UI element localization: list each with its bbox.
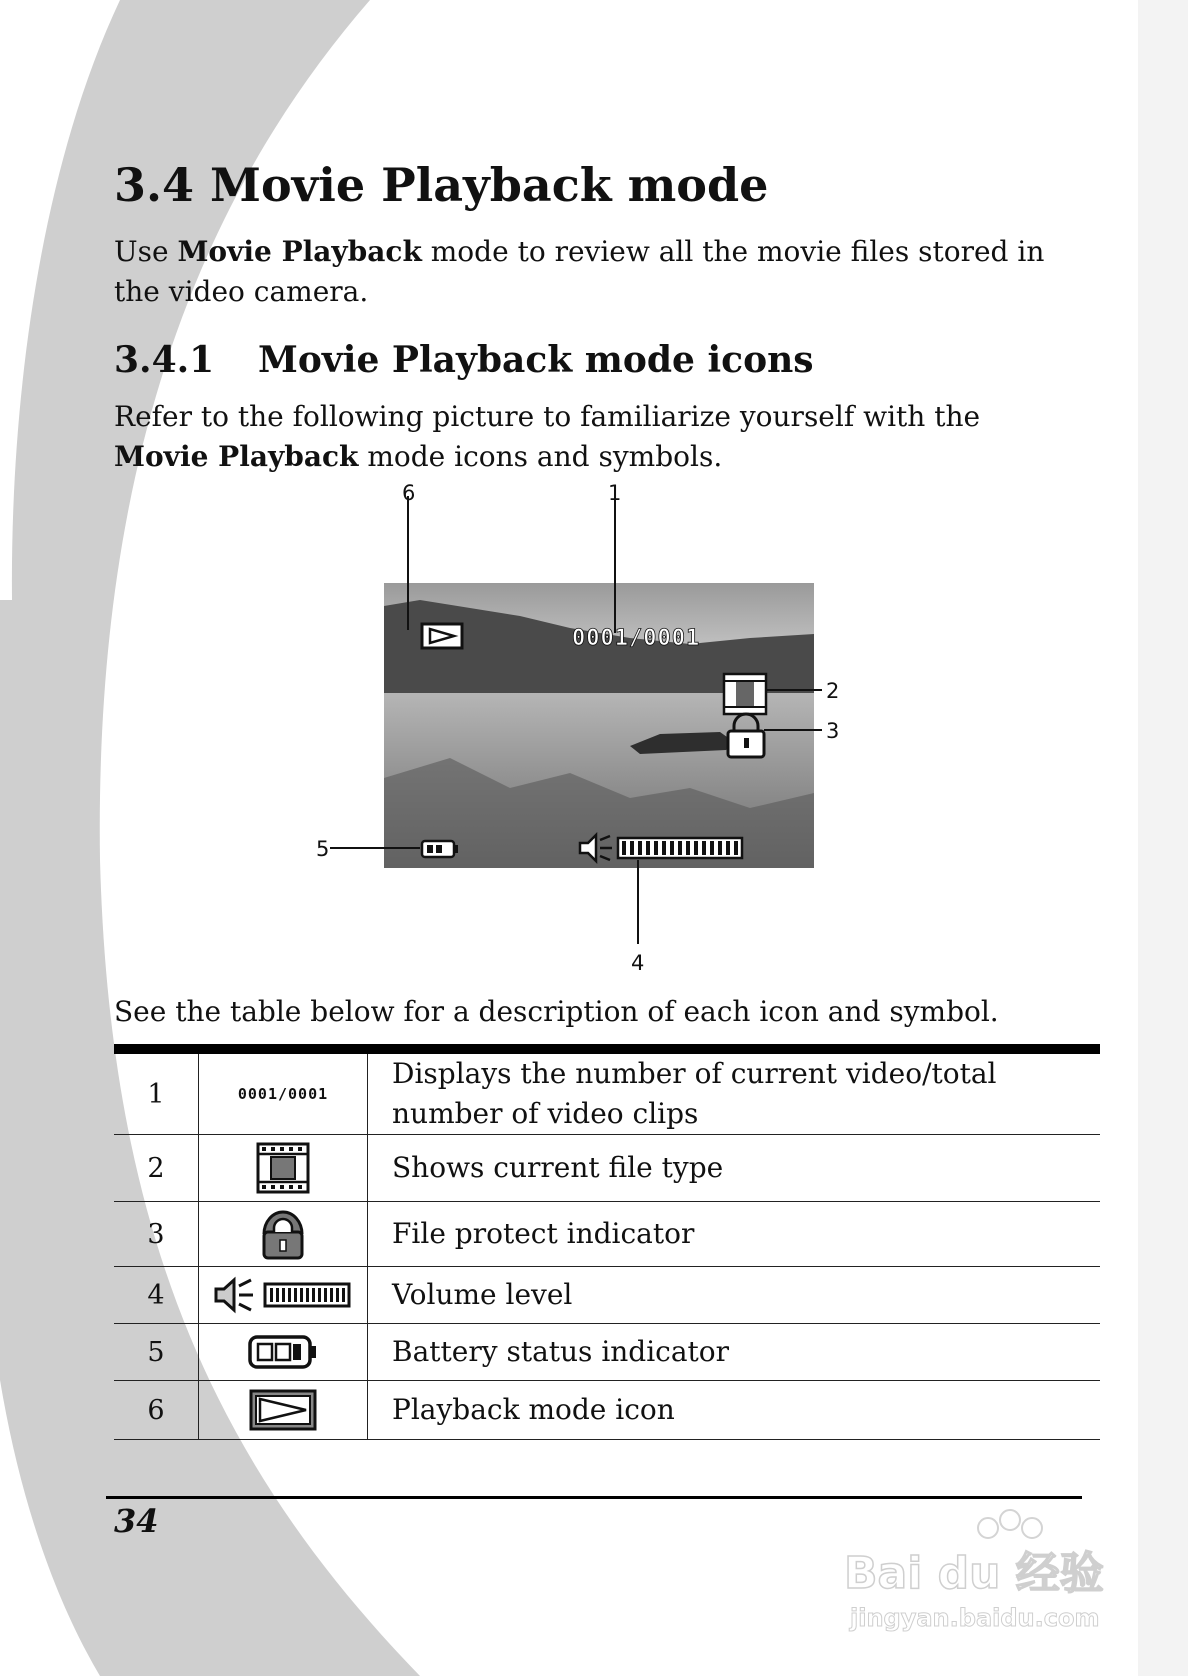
volume-segment	[694, 841, 698, 855]
volume-segment	[622, 841, 626, 855]
volume-segment	[662, 841, 666, 855]
footer-rule	[106, 1496, 1082, 1499]
subheading-number: 3.4.1	[114, 339, 215, 381]
volume-segment	[718, 841, 722, 855]
callout-2: 2	[826, 679, 840, 703]
intro-paragraph: Use Movie Playback mode to review all the movie files stored in the video camera.	[114, 235, 1045, 308]
play-mode-icon	[422, 624, 462, 648]
battery-icon	[247, 1332, 319, 1372]
table-row	[114, 1381, 1100, 1440]
row-description: File protect indicator	[392, 1217, 695, 1250]
row-number: 3	[114, 1202, 199, 1266]
page-heading: 3.4 Movie Playback mode	[114, 158, 769, 212]
watermark-url: jingyan.baidu.com	[850, 1604, 1100, 1632]
callout-3: 3	[826, 719, 840, 743]
film-icon	[256, 1142, 310, 1194]
volume-segment	[702, 841, 706, 855]
row-description: Volume level	[392, 1278, 573, 1311]
callout-6: 6	[402, 481, 416, 505]
volume-segment	[654, 841, 658, 855]
table-row	[114, 1135, 1100, 1202]
diagram-counter: 0001/0001	[572, 626, 701, 651]
playback-screen-diagram	[316, 481, 870, 978]
baidu-watermark	[838, 1500, 1128, 1640]
battery-icon	[422, 841, 458, 857]
refer-paragraph: Refer to the following picture to familiarize yourself with the Movie Playback mode icons and symbols.	[114, 400, 981, 473]
volume-segment	[670, 841, 674, 855]
lock-icon	[260, 1208, 306, 1260]
volume-segment	[686, 841, 690, 855]
table-intro: See the table below for a description of each icon and symbol.	[114, 995, 999, 1028]
volume-icon	[213, 1275, 353, 1315]
volume-segment	[734, 841, 738, 855]
volume-bar-segments	[622, 841, 738, 855]
icon-table	[114, 1044, 1100, 1440]
volume-segment	[638, 841, 642, 855]
table-row	[114, 1267, 1100, 1324]
volume-segment	[630, 841, 634, 855]
volume-icon	[580, 835, 742, 861]
table-row	[114, 1054, 1100, 1135]
play-mode-icon	[248, 1388, 318, 1432]
subheading-title: Movie Playback mode icons	[258, 339, 814, 381]
row-description: Shows current file type	[392, 1151, 724, 1184]
film-icon	[724, 674, 766, 714]
volume-segment	[726, 841, 730, 855]
watermark-brand: Bai du 经验	[844, 1548, 1104, 1599]
counter-icon: 0001/0001	[237, 1085, 329, 1103]
table-row	[114, 1202, 1100, 1267]
volume-segment	[678, 841, 682, 855]
volume-segment	[710, 841, 714, 855]
callout-5: 5	[316, 837, 330, 861]
row-number: 2	[114, 1135, 199, 1201]
right-margin	[1138, 0, 1188, 1676]
row-description: Playback mode icon	[392, 1393, 675, 1426]
row-number: 1	[114, 1054, 199, 1134]
row-description: Displays the number of current video/total number of video clips	[392, 1057, 997, 1130]
row-description: Battery status indicator	[392, 1335, 730, 1368]
row-number: 4	[114, 1267, 199, 1323]
table-row	[114, 1324, 1100, 1381]
callout-4: 4	[631, 951, 645, 975]
volume-segment	[646, 841, 650, 855]
page-number: 34	[114, 1502, 159, 1540]
callout-1: 1	[608, 481, 622, 505]
row-number: 5	[114, 1324, 199, 1380]
row-number: 6	[114, 1381, 199, 1439]
subheading	[114, 339, 814, 381]
table-top-rule	[114, 1044, 1100, 1054]
